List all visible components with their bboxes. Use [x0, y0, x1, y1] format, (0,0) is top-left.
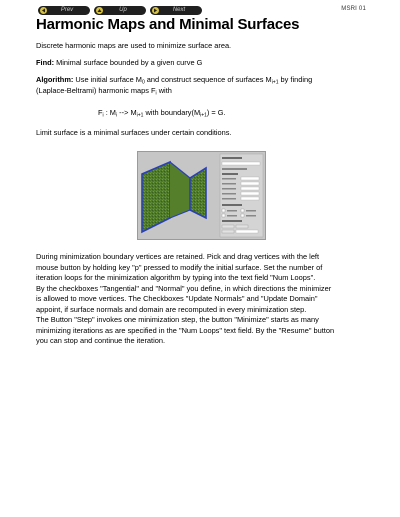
algorithm-text: and construct sequence of surfaces M: [144, 75, 272, 84]
intro-paragraph: Discrete harmonic maps are used to minimize surface area.: [36, 41, 232, 50]
find-paragraph: [36, 58, 372, 69]
subscript: i+1: [271, 79, 279, 86]
algorithm-text: (Laplace-Beltrami) harmonic maps F: [36, 85, 156, 95]
algorithm-text: by finding: [278, 75, 313, 84]
nav-bar: [38, 6, 202, 15]
instruction-line: mouse button by holding key "p" pressed to modify the initial surface. Set the number of: [36, 262, 323, 272]
instruction-line: appoint, if surface normals and domain are recomputed in every minimization step.: [36, 304, 307, 314]
header-tag: MSRI 01: [341, 6, 366, 12]
formula-text: with boundary(M: [143, 108, 201, 117]
formula-text: F: [98, 108, 103, 117]
instruction-line: iteration loops for the minimization algorithm by typing into the text field "Num Loops".: [36, 273, 316, 282]
right-arrow-icon: [152, 7, 159, 14]
formula-text: --> M: [117, 108, 137, 117]
algorithm-text: Use initial surface M: [73, 75, 142, 84]
subscript: i+1: [136, 112, 144, 119]
prev-label: Prev: [60, 7, 74, 13]
next-button[interactable]: [150, 6, 202, 15]
subscript: i: [102, 112, 104, 119]
page-title: Harmonic Maps and Minimal Surfaces: [36, 16, 300, 33]
applet-screenshot: [137, 151, 266, 240]
instruction-line: The Button "Step" invokes one minimization step, the button "Minimize" starts as many: [36, 315, 319, 324]
subscript: i: [155, 90, 157, 96]
prev-button[interactable]: [38, 6, 90, 15]
instruction-line: During minimization boundary vertices are retained. Pick and drag vertices with the left: [36, 252, 320, 261]
formula-text: : M: [103, 108, 116, 117]
subscript: 0: [141, 79, 145, 86]
control-panel: [220, 154, 263, 237]
instruction-line: is allowed to move vertices. The Checkboxes "Update Normals" and "Update Domain": [36, 294, 318, 303]
instruction-line: you can stop and continue the iteration.: [36, 336, 166, 345]
up-arrow-icon: [96, 7, 103, 14]
algorithm-label: Algorithm:: [36, 75, 74, 84]
formula: [98, 108, 378, 119]
instruction-line: minimizing iterations as are specified in the "Num Loops" text field. By the "Resume" button: [36, 325, 335, 335]
algorithm-paragraph: [36, 75, 372, 96]
limit-paragraph: Limit surface is a minimal surfaces under certain conditions.: [36, 128, 232, 137]
next-label: Next: [172, 7, 186, 13]
algorithm-text: with: [156, 85, 172, 95]
left-arrow-icon: [40, 7, 47, 14]
instructions-paragraph: [36, 252, 376, 347]
instruction-line: By the checkboxes "Tangential" and "Normal" you define, in which directions the minimizer: [36, 283, 332, 293]
subscript: i: [115, 112, 118, 119]
up-button[interactable]: [94, 6, 146, 15]
find-label: Find:: [36, 58, 55, 67]
up-label: Up: [119, 7, 127, 13]
find-text: Minimal surface bounded by a given curve G: [54, 58, 203, 67]
subscript: i+1: [200, 112, 207, 119]
formula-text: ) = G.: [206, 108, 226, 117]
